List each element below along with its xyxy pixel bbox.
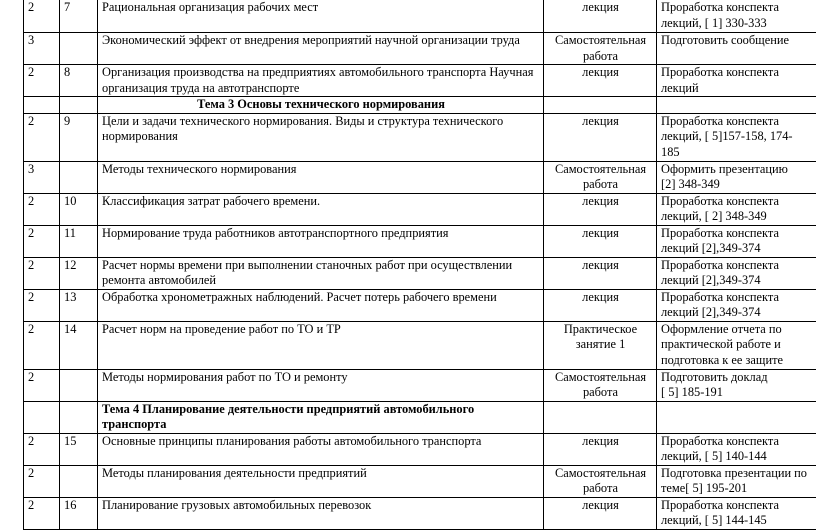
homework-cell: Проработка конспекта лекций [2],349-374 — [657, 289, 816, 321]
hours-cell: 2 — [24, 113, 60, 161]
table-row — [24, 369, 816, 401]
lesson-number-cell — [60, 401, 98, 433]
lesson-number-cell: 16 — [60, 497, 98, 529]
homework-cell — [657, 401, 816, 433]
lesson-type-text: лекция — [548, 498, 653, 514]
homework-cell: Оформить презентацию [2] 348-349 — [657, 161, 816, 193]
lesson-number-cell: 9 — [60, 113, 98, 161]
hours-cell: 2 — [24, 65, 60, 97]
lesson-number-cell — [60, 161, 98, 193]
table-row — [24, 113, 816, 161]
hours-cell: 2 — [24, 257, 60, 289]
topic-cell: Организация производства на предприятиях автомобильного транспорта Научная организация труда на автотранспорте — [98, 65, 544, 97]
hours-cell — [24, 401, 60, 433]
table-row — [24, 433, 816, 465]
hours-cell: 2 — [24, 193, 60, 225]
topic-cell: Методы планирования деятельности предприятий — [98, 465, 544, 497]
table-row — [24, 193, 816, 225]
homework-cell: Проработка конспекта лекций, [ 5] 140-144 — [657, 433, 816, 465]
lesson-type-cell — [544, 65, 657, 97]
table-row — [24, 161, 816, 193]
hours-cell: 2 — [24, 497, 60, 529]
table-row — [24, 257, 816, 289]
hours-cell: 2 — [24, 0, 60, 33]
lesson-type-text: лекция — [548, 258, 653, 274]
lesson-type-cell — [544, 193, 657, 225]
table-row — [24, 33, 816, 65]
lesson-type-cell — [544, 225, 657, 257]
lesson-type-cell — [544, 401, 657, 433]
lesson-number-cell: 10 — [60, 193, 98, 225]
lesson-number-cell: 12 — [60, 257, 98, 289]
homework-cell: Подготовить сообщение — [657, 33, 816, 65]
hours-cell: 2 — [24, 225, 60, 257]
homework-cell: Проработка конспекта лекций, [ 5]157-158, 174- 185 — [657, 113, 816, 161]
table-row — [24, 321, 816, 369]
lesson-type-cell — [544, 433, 657, 465]
topic-cell: Экономический эффект от внедрения мероприятий научной организации труда — [98, 33, 544, 65]
homework-cell: Подготовить доклад [ 5] 185-191 — [657, 369, 816, 401]
homework-cell: Проработка конспекта лекций — [657, 65, 816, 97]
table-row — [24, 225, 816, 257]
lesson-type-text: лекция — [548, 226, 653, 242]
homework-cell — [657, 97, 816, 114]
lesson-number-cell: 14 — [60, 321, 98, 369]
lesson-type-text: Самостоятельная работа — [548, 162, 653, 193]
lesson-type-text: лекция — [548, 65, 653, 81]
hours-cell: 2 — [24, 465, 60, 497]
hours-cell: 2 — [24, 321, 60, 369]
lesson-type-cell — [544, 465, 657, 497]
lesson-number-cell: 7 — [60, 0, 98, 33]
lesson-type-cell — [544, 97, 657, 114]
lesson-type-cell — [544, 161, 657, 193]
topic-cell: Методы технического нормирования — [98, 161, 544, 193]
topic-cell: Расчет нормы времени при выполнении станочных работ при осуществлении ремонта автомобилей — [98, 257, 544, 289]
lesson-type-text: лекция — [548, 0, 653, 16]
lesson-type-text: Самостоятельная работа — [548, 33, 653, 64]
study-plan-table — [23, 0, 816, 530]
lesson-type-cell — [544, 289, 657, 321]
lesson-type-text: лекция — [548, 434, 653, 450]
hours-cell — [24, 97, 60, 114]
homework-cell: Проработка конспекта лекций, [ 1] 330-333 — [657, 0, 816, 33]
lesson-type-text: Практическое занятие 1 — [548, 322, 653, 353]
table-row — [24, 289, 816, 321]
topic-cell: Расчет норм на проведение работ по ТО и ТР — [98, 321, 544, 369]
lesson-type-text: лекция — [548, 194, 653, 210]
table-row — [24, 497, 816, 529]
lesson-type-cell — [544, 497, 657, 529]
lesson-type-text: лекция — [548, 114, 653, 130]
lesson-number-cell: 13 — [60, 289, 98, 321]
topic-cell: Методы нормирования работ по ТО и ремонту — [98, 369, 544, 401]
lesson-type-text: Самостоятельная работа — [548, 466, 653, 497]
homework-cell: Подготовка презентации по теме[ 5] 195-201 — [657, 465, 816, 497]
lesson-number-cell: 15 — [60, 433, 98, 465]
topic-cell: Основные принципы планирования работы автомобильного транспорта — [98, 433, 544, 465]
hours-cell: 2 — [24, 369, 60, 401]
section-header-row — [24, 401, 816, 433]
hours-cell: 2 — [24, 289, 60, 321]
lesson-number-cell — [60, 33, 98, 65]
homework-cell: Оформление отчета по практической работе и подготовка к ее защите — [657, 321, 816, 369]
table-row — [24, 465, 816, 497]
lesson-type-text: лекция — [548, 290, 653, 306]
lesson-type-cell — [544, 369, 657, 401]
lesson-number-cell — [60, 369, 98, 401]
table-row — [24, 65, 816, 97]
homework-cell: Проработка конспекта лекций, [ 5] 144-145 — [657, 497, 816, 529]
section-title: Тема 4 Планирование деятельности предприятий автомобильного транспорта — [98, 401, 544, 433]
topic-cell: Нормирование труда работников автотранспортного предприятия — [98, 225, 544, 257]
lesson-type-cell — [544, 257, 657, 289]
lesson-type-cell — [544, 0, 657, 33]
lesson-number-cell: 11 — [60, 225, 98, 257]
hours-cell: 3 — [24, 161, 60, 193]
hours-cell: 2 — [24, 433, 60, 465]
topic-cell: Рациональная организация рабочих мест — [98, 0, 544, 33]
section-header-row — [24, 97, 816, 114]
lesson-type-cell — [544, 113, 657, 161]
lesson-type-cell — [544, 321, 657, 369]
homework-cell: Проработка конспекта лекций, [ 2] 348-349 — [657, 193, 816, 225]
homework-cell: Проработка конспекта лекций [2],349-374 — [657, 225, 816, 257]
hours-cell: 3 — [24, 33, 60, 65]
lesson-number-cell — [60, 465, 98, 497]
topic-cell: Планирование грузовых автомобильных перевозок — [98, 497, 544, 529]
lesson-type-text: Самостоятельная работа — [548, 370, 653, 401]
topic-cell: Классификация затрат рабочего времени. — [98, 193, 544, 225]
topic-cell: Цели и задачи технического нормирования. Виды и структура технического нормирования — [98, 113, 544, 161]
homework-cell: Проработка конспекта лекций [2],349-374 — [657, 257, 816, 289]
section-title: Тема 3 Основы технического нормирования — [98, 97, 544, 114]
lesson-type-cell — [544, 33, 657, 65]
lesson-number-cell — [60, 97, 98, 114]
topic-cell: Обработка хронометражных наблюдений. Расчет потерь рабочего времени — [98, 289, 544, 321]
table-row — [24, 0, 816, 33]
lesson-number-cell: 8 — [60, 65, 98, 97]
